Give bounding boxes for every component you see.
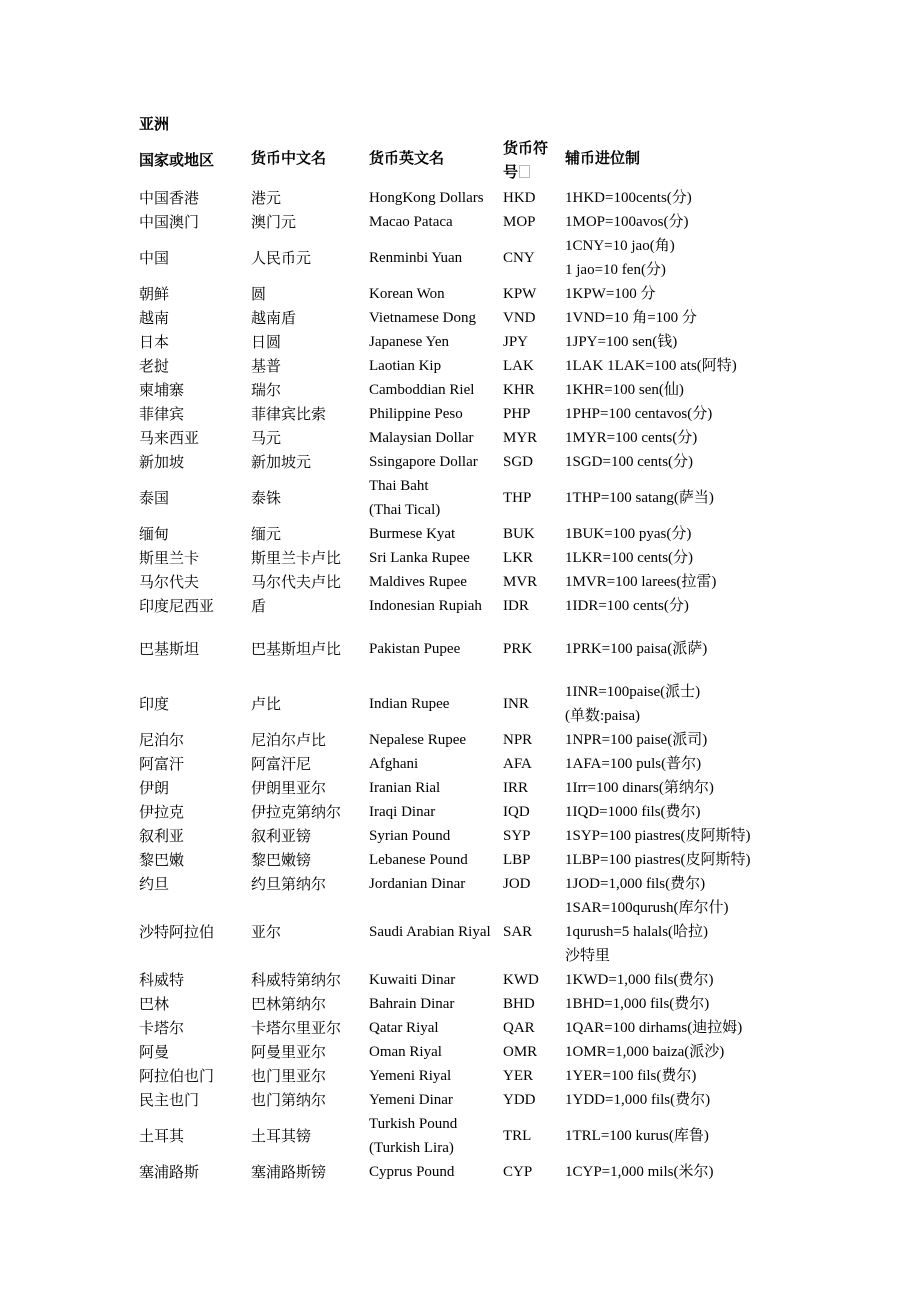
- currency-en-cell: [369, 1112, 457, 1160]
- country-cell: 中国: [139, 249, 170, 267]
- currency-cn-cell: 缅元: [251, 525, 282, 543]
- currency-en-cell: [369, 872, 465, 896]
- currency-code-cell: SAR: [503, 924, 533, 940]
- table-row: [0, 637, 920, 661]
- currency-en-cell: [369, 210, 453, 234]
- subunit-line: 1NPR=100 paise(派司): [565, 732, 708, 748]
- country-cell: 阿富汗: [139, 755, 185, 773]
- country-cell: 中国澳门: [139, 213, 200, 231]
- currency-en-line: Lebanese Pound: [369, 852, 468, 868]
- country-cell: 马尔代夫: [139, 573, 200, 591]
- currency-cn-cell: 阿曼里亚尔: [251, 1043, 327, 1061]
- country-cell: 卡塔尔: [139, 1019, 185, 1037]
- subunit-cell: [565, 896, 728, 968]
- currency-en-cell: [369, 306, 476, 330]
- currency-en-cell: [369, 570, 467, 594]
- currency-en-cell: [369, 354, 441, 378]
- table-row: [0, 848, 920, 872]
- currency-en-line: Oman Riyal: [369, 1044, 442, 1060]
- country-cell: 菲律宾: [139, 405, 185, 423]
- table-row: [0, 522, 920, 546]
- subunit-cell: [565, 848, 751, 872]
- currency-en-cell: [369, 282, 445, 306]
- subunit-cell: [565, 1124, 709, 1148]
- currency-en-line: Turkish Pound: [369, 1116, 458, 1132]
- table-row: [0, 896, 920, 968]
- subunit-line: 1IDR=100 cents(分): [565, 598, 689, 614]
- country-cell: 巴林: [139, 995, 170, 1013]
- table-row: [0, 776, 920, 800]
- currency-en-cell: [369, 402, 463, 426]
- subunit-line: 1 jao=10 fen(分): [565, 262, 666, 278]
- currency-cn-cell: 巴林第纳尔: [251, 995, 327, 1013]
- currency-cn-cell: 基普: [251, 357, 282, 375]
- currency-en-cell: [369, 594, 482, 618]
- currency-en-line: Macao Pataca: [369, 214, 453, 230]
- subunit-line: 1BHD=1,000 fils(费尔): [565, 996, 710, 1012]
- subunit-cell: [565, 824, 751, 848]
- table-row: [0, 330, 920, 354]
- currency-en-line: Indian Rupee: [369, 696, 450, 712]
- currency-en-cell: [369, 546, 470, 570]
- currency-cn-cell: 卡塔尔里亚尔: [251, 1019, 342, 1037]
- currency-code-cell: BHD: [503, 996, 535, 1012]
- currency-cn-cell: 人民币元: [251, 249, 312, 267]
- subunit-line: 1SYP=100 piastres(皮阿斯特): [565, 828, 751, 844]
- subunit-cell: [565, 992, 709, 1016]
- currency-cn-cell: 伊朗里亚尔: [251, 779, 327, 797]
- currency-code-cell: BUK: [503, 526, 535, 542]
- currency-code-cell: KWD: [503, 972, 539, 988]
- currency-code-cell: PRK: [503, 641, 533, 657]
- table-row: [0, 234, 920, 282]
- currency-cn-cell: 也门里亚尔: [251, 1067, 327, 1085]
- currency-cn-cell: 马尔代夫卢比: [251, 573, 342, 591]
- currency-en-line: Iranian Rial: [369, 780, 441, 796]
- header-cn-name: 货币中文名: [251, 149, 327, 167]
- currency-cn-cell: 黎巴嫩镑: [251, 851, 312, 869]
- table-row: [0, 1064, 920, 1088]
- country-cell: 叙利亚: [139, 827, 185, 845]
- currency-en-cell: [369, 637, 460, 661]
- currency-code-cell: JPY: [503, 334, 529, 350]
- currency-code-cell: INR: [503, 696, 529, 712]
- currency-en-line: Sri Lanka Rupee: [369, 550, 470, 566]
- subunit-line: (单数:paisa): [565, 708, 640, 724]
- currency-en-line: HongKong Dollars: [369, 190, 484, 206]
- subunit-cell: [565, 354, 737, 378]
- subunit-cell: [565, 728, 707, 752]
- currency-code-cell: HKD: [503, 190, 536, 206]
- country-cell: 伊朗: [139, 779, 170, 797]
- currency-en-line: Indonesian Rupiah: [369, 598, 482, 614]
- currency-code-cell: MYR: [503, 430, 538, 446]
- currency-en-cell: [369, 1040, 442, 1064]
- country-cell: 尼泊尔: [139, 731, 185, 749]
- header-code-line2: 号: [503, 160, 548, 184]
- subunit-line: 1CNY=10 jao(角): [565, 238, 675, 254]
- table-row: [0, 282, 920, 306]
- subunit-cell: [565, 186, 692, 210]
- country-cell: 马来西亚: [139, 429, 200, 447]
- subunit-cell: [565, 752, 701, 776]
- subunit-line: 1SGD=100 cents(分): [565, 454, 694, 470]
- subunit-cell: [565, 210, 688, 234]
- currency-en-cell: [369, 848, 468, 872]
- currency-cn-cell: 菲律宾比索: [251, 405, 327, 423]
- subunit-cell: [565, 1088, 710, 1112]
- currency-cn-cell: 阿富汗尼: [251, 755, 312, 773]
- currency-en-cell: [369, 246, 462, 270]
- currency-cn-cell: 瑞尔: [251, 381, 282, 399]
- currency-en-line: Kuwaiti Dinar: [369, 972, 456, 988]
- currency-cn-cell: 土耳其镑: [251, 1127, 312, 1145]
- currency-cn-cell: 盾: [251, 597, 267, 615]
- country-cell: 斯里兰卡: [139, 549, 200, 567]
- table-row: [0, 872, 920, 896]
- table-row: [0, 210, 920, 234]
- currency-en-cell: [369, 1160, 454, 1184]
- currency-en-line: Saudi Arabian Riyal: [369, 924, 491, 940]
- subunit-line: 1BUK=100 pyas(分): [565, 526, 692, 542]
- currency-code-cell: CNY: [503, 250, 535, 266]
- currency-en-line: Ssingapore Dollar: [369, 454, 478, 470]
- currency-cn-cell: 澳门元: [251, 213, 297, 231]
- currency-en-line: Syrian Pound: [369, 828, 451, 844]
- subunit-cell: [565, 306, 697, 330]
- country-cell: 约旦: [139, 875, 170, 893]
- currency-en-line: Japanese Yen: [369, 334, 449, 350]
- currency-en-cell: [369, 728, 466, 752]
- subunit-line: 1KPW=100 分: [565, 286, 656, 302]
- section-title: 亚洲: [139, 115, 170, 133]
- subunit-line: 1LBP=100 piastres(皮阿斯特): [565, 852, 751, 868]
- header-code-line1: 货币符: [503, 139, 549, 157]
- table-row: [0, 680, 920, 728]
- subunit-line: 沙特里: [565, 948, 611, 964]
- country-cell: 塞浦路斯: [139, 1163, 200, 1181]
- currency-code-cell: QAR: [503, 1020, 535, 1036]
- subunit-cell: [565, 546, 693, 570]
- currency-code-cell: LBP: [503, 852, 531, 868]
- currency-cn-cell: 亚尔: [251, 923, 282, 941]
- country-cell: 阿拉伯也门: [139, 1067, 215, 1085]
- currency-cn-cell: 斯里兰卡卢比: [251, 549, 342, 567]
- subunit-line: 1VND=10 角=100 分: [565, 310, 697, 326]
- country-cell: 民主也门: [139, 1091, 200, 1109]
- currency-en-cell: [369, 474, 440, 522]
- country-cell: 缅甸: [139, 525, 170, 543]
- header-subunit: 辅币进位制: [565, 149, 641, 167]
- currency-cn-cell: 巴基斯坦卢比: [251, 640, 342, 658]
- currency-cn-cell: 叙利亚镑: [251, 827, 312, 845]
- table-row: [0, 546, 920, 570]
- currency-code-cell: MVR: [503, 574, 538, 590]
- subunit-line: 1YDD=1,000 fils(费尔): [565, 1092, 711, 1108]
- subunit-cell: [565, 426, 697, 450]
- currency-code-cell: TRL: [503, 1128, 532, 1144]
- subunit-cell: [565, 776, 714, 800]
- subunit-cell: [565, 486, 714, 510]
- header-en-name: 货币英文名: [369, 149, 445, 167]
- subunit-line: 1HKD=100cents(分): [565, 190, 692, 206]
- subunit-line: 1THP=100 satang(萨当): [565, 490, 714, 506]
- subunit-line: 1MVR=100 larees(拉雷): [565, 574, 717, 590]
- currency-en-line: Cyprus Pound: [369, 1164, 455, 1180]
- country-cell: 泰国: [139, 489, 170, 507]
- country-cell: 越南: [139, 309, 170, 327]
- table-row: [0, 1088, 920, 1112]
- currency-en-line: Pakistan Pupee: [369, 641, 461, 657]
- currency-code-cell: MOP: [503, 214, 536, 230]
- table-row: [0, 426, 920, 450]
- table-row: [0, 186, 920, 210]
- currency-en-cell: [369, 692, 449, 716]
- currency-en-line: Malaysian Dollar: [369, 430, 474, 446]
- currency-en-line: Yemeni Dinar: [369, 1092, 453, 1108]
- table-row: [0, 450, 920, 474]
- subunit-cell: [565, 402, 712, 426]
- table-row: [0, 800, 920, 824]
- country-cell: 阿曼: [139, 1043, 170, 1061]
- country-cell: 伊拉克: [139, 803, 185, 821]
- currency-code-cell: NPR: [503, 732, 533, 748]
- currency-code-cell: VND: [503, 310, 536, 326]
- table-row: [0, 306, 920, 330]
- currency-code-cell: YER: [503, 1068, 533, 1084]
- currency-cn-cell: 科威特第纳尔: [251, 971, 342, 989]
- country-cell: 科威特: [139, 971, 185, 989]
- subunit-line: 1QAR=100 dirhams(迪拉姆): [565, 1020, 743, 1036]
- table-row: [0, 968, 920, 992]
- table-row: [0, 594, 920, 618]
- subunit-line: 1CYP=1,000 mils(米尔): [565, 1164, 714, 1180]
- subunit-line: 1INR=100paise(派士): [565, 684, 701, 700]
- currency-en-cell: [369, 1088, 453, 1112]
- currency-en-line: Nepalese Rupee: [369, 732, 467, 748]
- currency-code-cell: OMR: [503, 1044, 538, 1060]
- country-cell: 老挝: [139, 357, 170, 375]
- subunit-line: 1MOP=100avos(分): [565, 214, 689, 230]
- currency-en-cell: [369, 522, 455, 546]
- subunit-line: 1Irr=100 dinars(第纳尔): [565, 780, 714, 796]
- subunit-line: 1AFA=100 puls(普尔): [565, 756, 702, 772]
- currency-en-cell: [369, 378, 474, 402]
- table-row: [0, 824, 920, 848]
- currency-cn-cell: 泰铢: [251, 489, 282, 507]
- currency-cn-cell: 日圆: [251, 333, 282, 351]
- subunit-line: 1KWD=1,000 fils(费尔): [565, 972, 714, 988]
- subunit-cell: [565, 1064, 696, 1088]
- missing-glyph-box: [519, 165, 530, 178]
- currency-cn-cell: 也门第纳尔: [251, 1091, 327, 1109]
- currency-code-cell: JOD: [503, 876, 531, 892]
- currency-code-cell: THP: [503, 490, 532, 506]
- currency-cn-cell: 尼泊尔卢比: [251, 731, 327, 749]
- subunit-line: 1PHP=100 centavos(分): [565, 406, 713, 422]
- subunit-cell: [565, 570, 716, 594]
- subunit-cell: [565, 1160, 713, 1184]
- currency-en-cell: [369, 968, 455, 992]
- currency-code-cell: SGD: [503, 454, 534, 470]
- currency-cn-cell: 圆: [251, 285, 267, 303]
- country-cell: 柬埔寨: [139, 381, 185, 399]
- subunit-cell: [565, 378, 684, 402]
- currency-code-cell: IRR: [503, 780, 529, 796]
- currency-en-cell: [369, 330, 449, 354]
- currency-cn-cell: 卢比: [251, 695, 282, 713]
- currency-cn-cell: 马元: [251, 429, 282, 447]
- subunit-line: 1JPY=100 sen(钱): [565, 334, 678, 350]
- subunit-line: 1LAK 1LAK=100 ats(阿特): [565, 358, 737, 374]
- table-row: [0, 1040, 920, 1064]
- currency-code-cell: YDD: [503, 1092, 536, 1108]
- subunit-line: 1qurush=5 halals(哈拉): [565, 924, 709, 940]
- currency-cn-cell: 新加坡元: [251, 453, 312, 471]
- table-row: [0, 402, 920, 426]
- currency-code-cell: CYP: [503, 1164, 533, 1180]
- currency-en-cell: [369, 752, 418, 776]
- currency-en-cell: [369, 920, 491, 944]
- subunit-line: 1MYR=100 cents(分): [565, 430, 698, 446]
- subunit-cell: [565, 968, 713, 992]
- currency-en-line: Bahrain Dinar: [369, 996, 455, 1012]
- subunit-line: 1OMR=1,000 baiza(派沙): [565, 1044, 725, 1060]
- currency-en-cell: [369, 450, 478, 474]
- currency-code-cell: PHP: [503, 406, 531, 422]
- subunit-cell: [565, 330, 677, 354]
- currency-en-cell: [369, 186, 484, 210]
- subunit-cell: [565, 522, 691, 546]
- currency-en-line: Renminbi Yuan: [369, 250, 463, 266]
- currency-code-cell: SYP: [503, 828, 531, 844]
- country-cell: 印度: [139, 695, 170, 713]
- subunit-line: 1YER=100 fils(费尔): [565, 1068, 697, 1084]
- subunit-line: 1SAR=100qurush(库尔什): [565, 900, 729, 916]
- subunit-cell: [565, 1040, 724, 1064]
- subunit-cell: [565, 282, 656, 306]
- currency-en-cell: [369, 1064, 451, 1088]
- country-cell: 巴基斯坦: [139, 640, 200, 658]
- subunit-cell: [565, 637, 707, 661]
- currency-cn-cell: 塞浦路斯镑: [251, 1163, 327, 1181]
- table-row: [0, 1016, 920, 1040]
- currency-en-cell: [369, 824, 450, 848]
- table-row: [0, 474, 920, 522]
- table-row: [0, 570, 920, 594]
- currency-code-cell: IQD: [503, 804, 530, 820]
- table-row: [0, 992, 920, 1016]
- currency-en-line: Thai Baht: [369, 478, 429, 494]
- currency-en-line: Qatar Riyal: [369, 1020, 439, 1036]
- country-cell: 土耳其: [139, 1127, 185, 1145]
- currency-en-line: Laotian Kip: [369, 358, 442, 374]
- currency-code-cell: KPW: [503, 286, 537, 302]
- currency-code-cell: IDR: [503, 598, 529, 614]
- currency-en-line: Jordanian Dinar: [369, 876, 466, 892]
- country-cell: 日本: [139, 333, 170, 351]
- currency-en-cell: [369, 776, 440, 800]
- country-cell: 中国香港: [139, 189, 200, 207]
- subunit-line: 1LKR=100 cents(分): [565, 550, 694, 566]
- subunit-cell: [565, 234, 675, 282]
- currency-en-line: Yemeni Riyal: [369, 1068, 452, 1084]
- header-code: [503, 136, 548, 184]
- header-country: 国家或地区: [139, 151, 215, 169]
- subunit-cell: [565, 450, 693, 474]
- currency-en-line: Afghani: [369, 756, 419, 772]
- currency-code-cell: AFA: [503, 756, 532, 772]
- subunit-cell: [565, 680, 700, 728]
- table-row: [0, 728, 920, 752]
- country-cell: 印度尼西亚: [139, 597, 215, 615]
- subunit-cell: [565, 800, 701, 824]
- country-cell: 沙特阿拉伯: [139, 923, 215, 941]
- currency-en-cell: [369, 426, 474, 450]
- subunit-line: 1KHR=100 sen(仙): [565, 382, 684, 398]
- country-cell: 黎巴嫩: [139, 851, 185, 869]
- table-row: [0, 1160, 920, 1184]
- subunit-line: 1TRL=100 kurus(库鲁): [565, 1128, 709, 1144]
- currency-en-line: Burmese Kyat: [369, 526, 456, 542]
- currency-cn-cell: 越南盾: [251, 309, 297, 327]
- subunit-cell: [565, 872, 705, 896]
- subunit-cell: [565, 1016, 742, 1040]
- currency-en-cell: [369, 992, 454, 1016]
- currency-cn-cell: 伊拉克第纳尔: [251, 803, 342, 821]
- table-row: [0, 752, 920, 776]
- currency-code-cell: KHR: [503, 382, 535, 398]
- currency-en-line: Korean Won: [369, 286, 445, 302]
- currency-en-line: (Thai Tical): [369, 502, 441, 518]
- currency-en-line: Vietnamese Dong: [369, 310, 476, 326]
- subunit-cell: [565, 594, 689, 618]
- subunit-line: 1IQD=1000 fils(费尔): [565, 804, 701, 820]
- currency-en-cell: [369, 1016, 439, 1040]
- currency-code-cell: LKR: [503, 550, 533, 566]
- currency-en-cell: [369, 800, 435, 824]
- currency-en-line: Philippine Peso: [369, 406, 463, 422]
- subunit-line: 1PRK=100 paisa(派萨): [565, 641, 708, 657]
- currency-en-line: Camboddian Riel: [369, 382, 475, 398]
- currency-en-line: Maldives Rupee: [369, 574, 467, 590]
- currency-en-line: (Turkish Lira): [369, 1140, 454, 1156]
- table-row: [0, 378, 920, 402]
- country-cell: 朝鲜: [139, 285, 170, 303]
- table-row: [0, 1112, 920, 1160]
- currency-code-cell: LAK: [503, 358, 534, 374]
- country-cell: 新加坡: [139, 453, 185, 471]
- currency-cn-cell: 港元: [251, 189, 282, 207]
- currency-en-line: Iraqi Dinar: [369, 804, 436, 820]
- subunit-line: 1JOD=1,000 fils(费尔): [565, 876, 706, 892]
- currency-cn-cell: 约旦第纳尔: [251, 875, 327, 893]
- table-row: [0, 354, 920, 378]
